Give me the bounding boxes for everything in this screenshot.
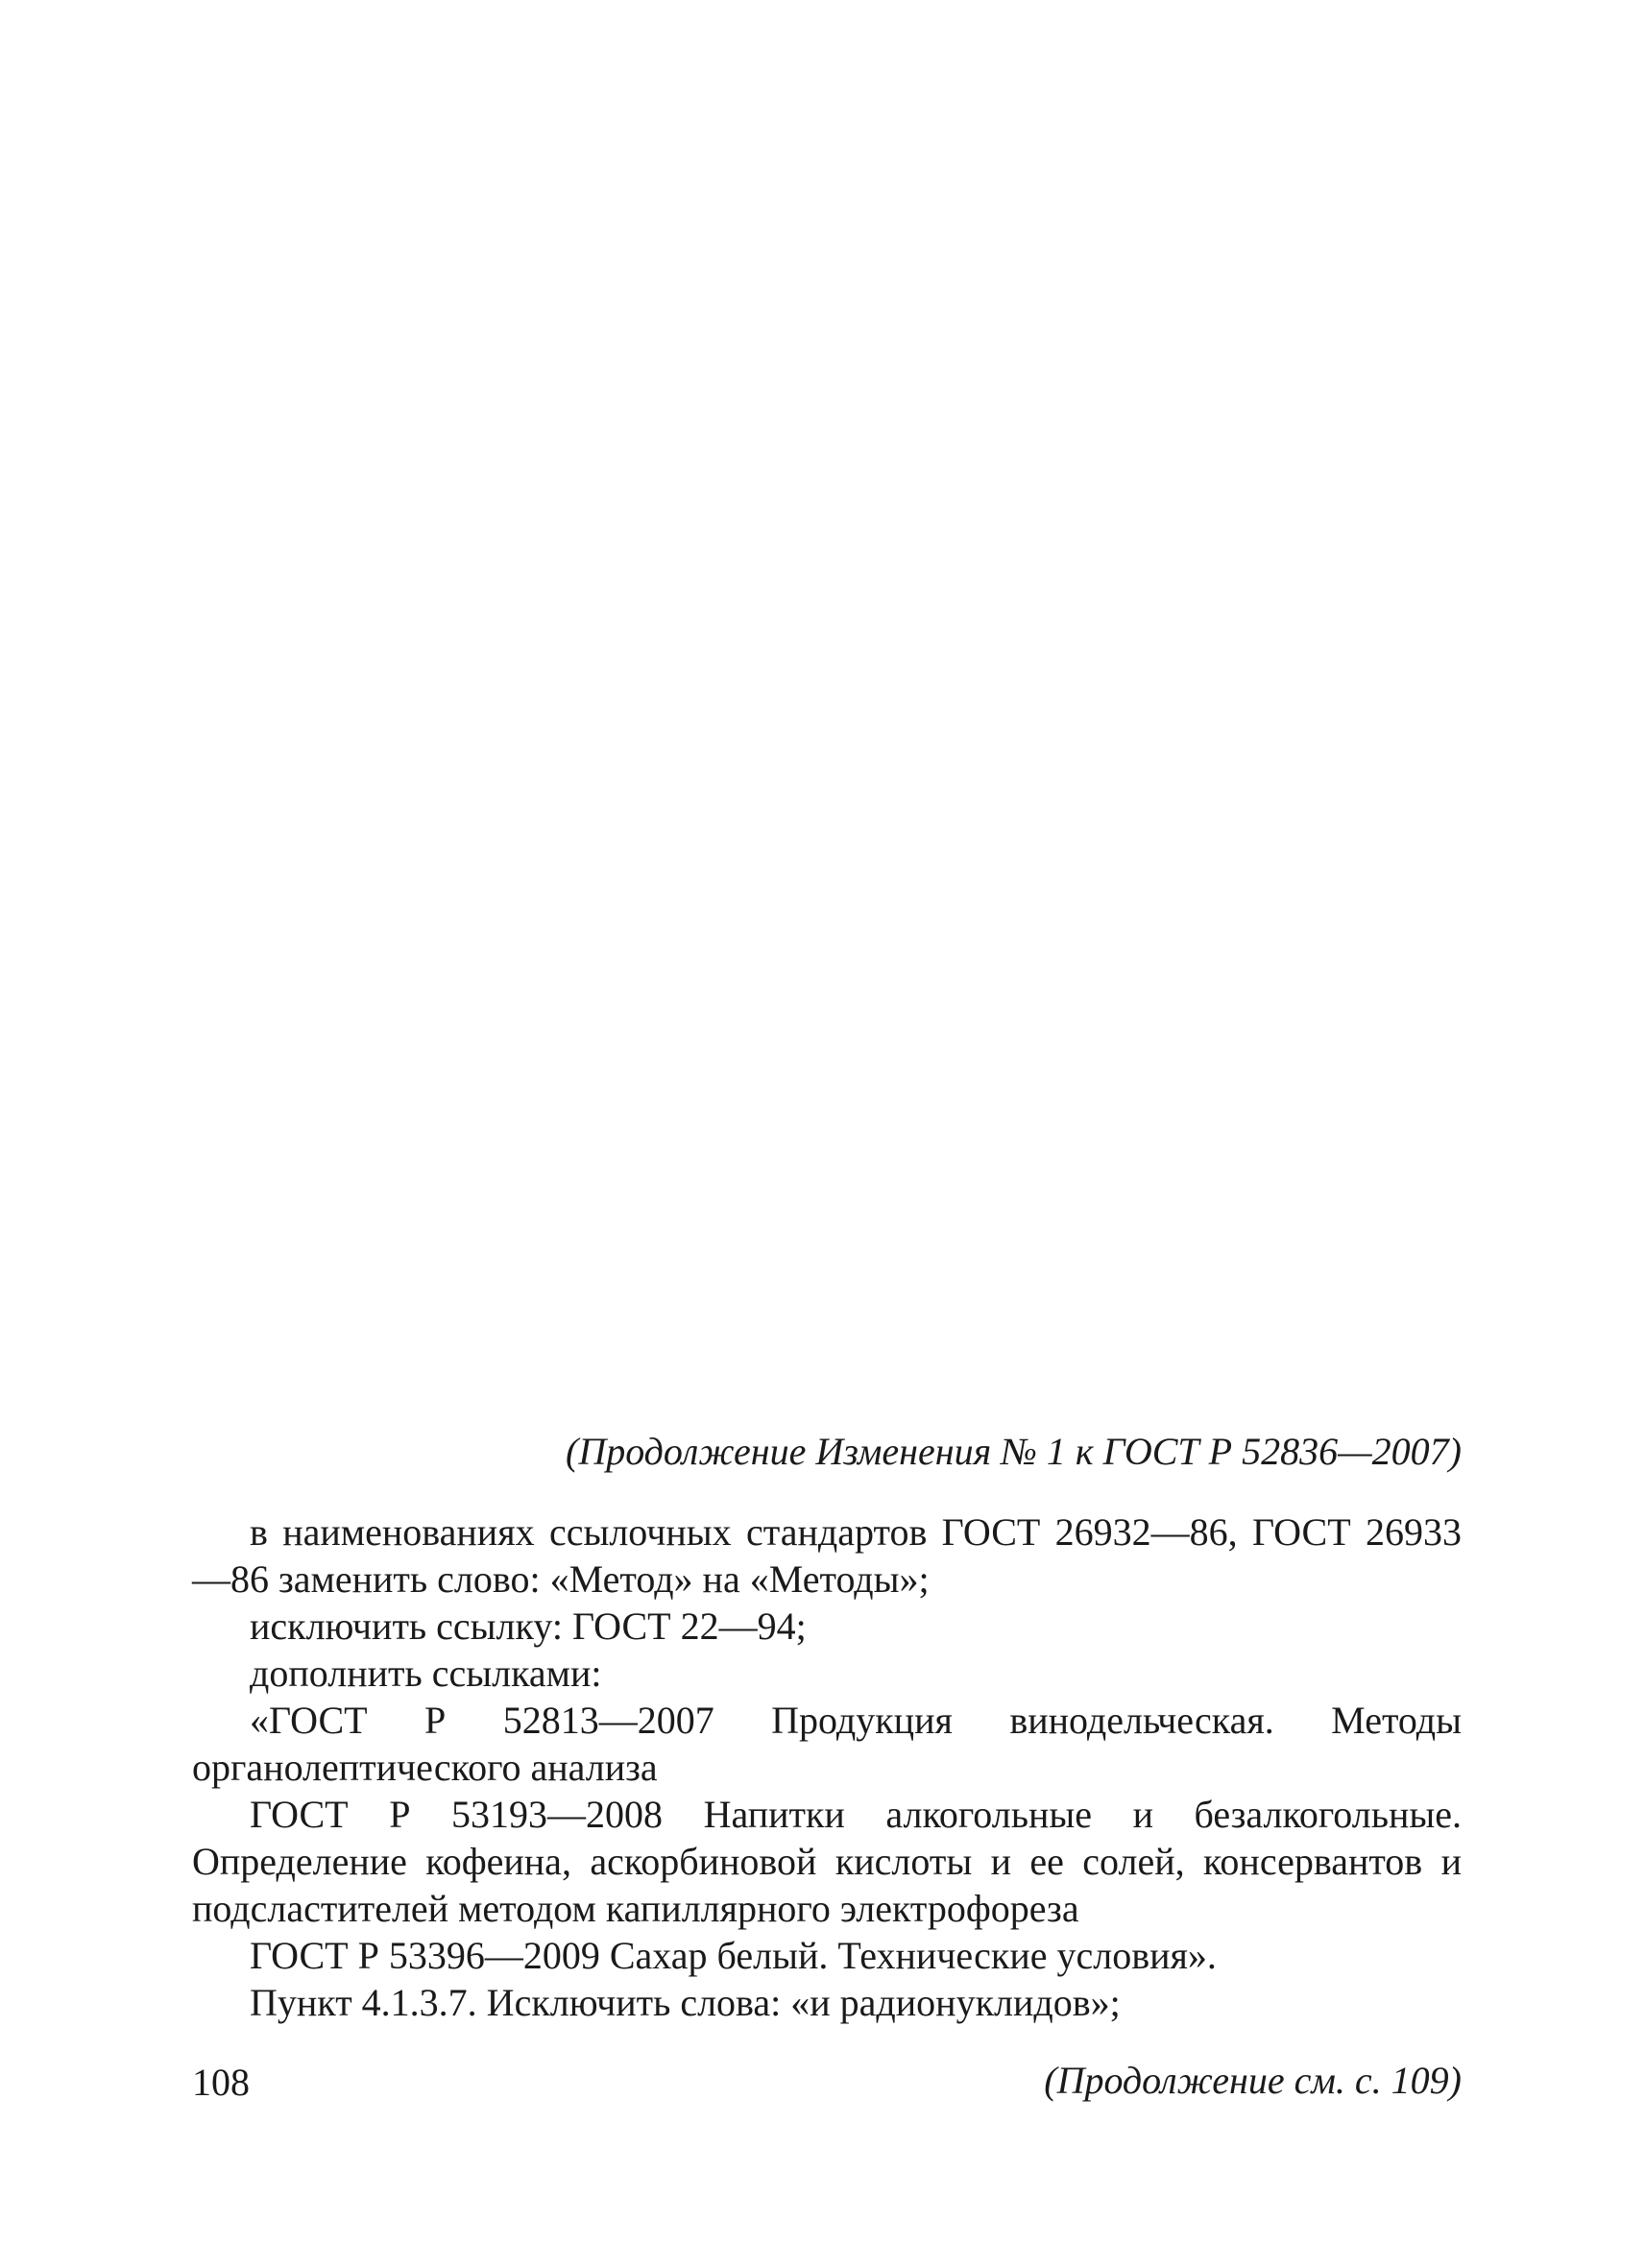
page-number: 108 [192,2061,250,2104]
paragraph-gost-53193: ГОСТ Р 53193—2008 Напитки алкогольные и безалкогольные. Определение кофеина, аскорбиновой кислоты и ее солей, консервантов и подсластителей методом капиллярного электрофореза [192,1793,1462,1930]
paragraph-clause-4-1-3-7: Пункт 4.1.3.7. Исключить слова: «и радионуклидов»; [250,1981,1121,2024]
paragraph-reference-rename: в наименованиях ссылочных стандартов ГОСТ 26932—86, ГОСТ 26933—86 заменить слово: «Метод» на «Методы»; [192,1510,1462,1601]
paragraph-gost-52813: «ГОСТ Р 52813—2007 Продукция винодельческая. Методы органолептического анализа [192,1699,1462,1789]
paragraph-gost-53396: ГОСТ Р 53396—2009 Сахар белый. Технические условия». [250,1934,1217,1977]
page-content [192,1428,1462,2105]
continuation-footer-note: (Продолжение см. с. 109) [1044,2059,1462,2102]
continuation-header-note: (Продолжение Изменения № 1 к ГОСТ Р 52836—2007) [566,1430,1462,1473]
amendment-body [192,1508,1462,2026]
paragraph-exclude-reference: исключить ссылку: ГОСТ 22—94; [250,1604,807,1648]
paragraph-add-references: дополнить ссылками: [250,1652,602,1695]
